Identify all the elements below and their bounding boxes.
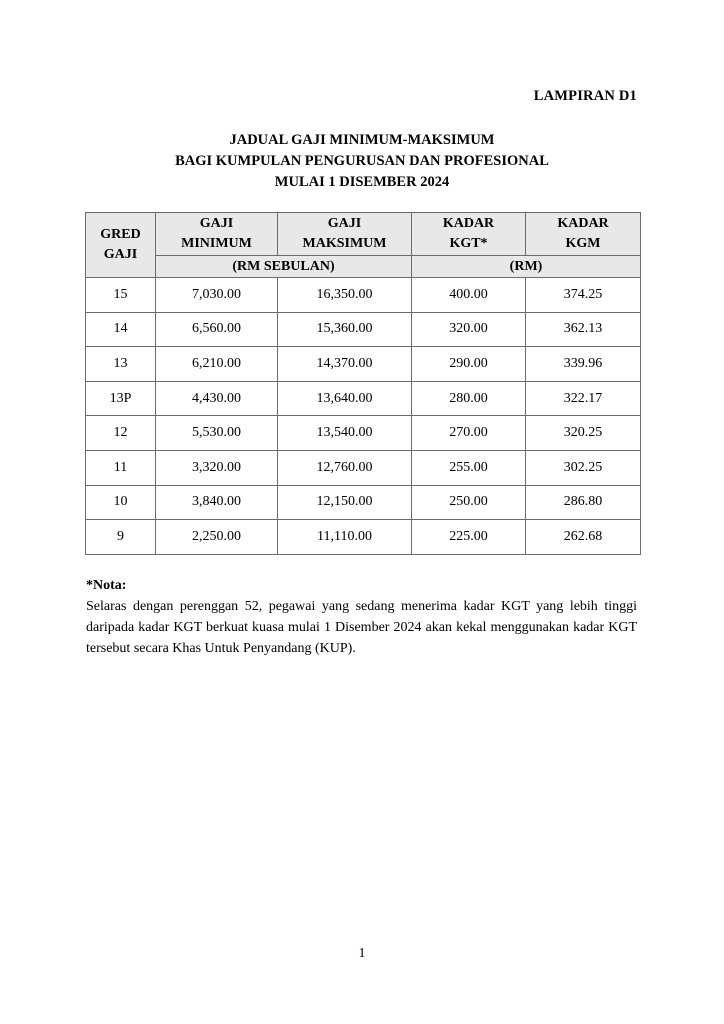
cell-kadar-kgt: 255.00 [412, 450, 526, 485]
cell-gred: 11 [86, 450, 156, 485]
nota-section [86, 575, 637, 659]
cell-gaji-minimum: 2,250.00 [156, 520, 278, 555]
header-kadar-kgt: KADAR KGT* [412, 213, 526, 256]
cell-kadar-kgm: 286.80 [526, 485, 641, 520]
cell-kadar-kgm: 322.17 [526, 381, 641, 416]
lampiran-label: LAMPIRAN D1 [533, 88, 637, 104]
cell-kadar-kgt: 280.00 [412, 381, 526, 416]
cell-gred: 15 [86, 278, 156, 313]
cell-kadar-kgt: 320.00 [412, 312, 526, 347]
salary-table [85, 212, 641, 555]
cell-gaji-maksimum: 13,640.00 [278, 381, 412, 416]
table-row [86, 278, 641, 313]
header-gaji-maksimum: GAJI MAKSIMUM [278, 213, 412, 256]
cell-kadar-kgm: 262.68 [526, 520, 641, 555]
cell-gred: 12 [86, 416, 156, 451]
cell-gaji-maksimum: 12,760.00 [278, 450, 412, 485]
header-gaji-minimum: GAJI MINIMUM [156, 213, 278, 256]
table-row [86, 381, 641, 416]
cell-gaji-maksimum: 16,350.00 [278, 278, 412, 313]
cell-kadar-kgm: 362.13 [526, 312, 641, 347]
cell-gred: 13 [86, 347, 156, 382]
table-row [86, 485, 641, 520]
table-row [86, 416, 641, 451]
salary-table-header [86, 213, 641, 278]
cell-kadar-kgt: 400.00 [412, 278, 526, 313]
title-line-1: JADUAL GAJI MINIMUM-MAKSIMUM [229, 132, 495, 148]
table-row [86, 520, 641, 555]
cell-gaji-maksimum: 15,360.00 [278, 312, 412, 347]
title-line-2: BAGI KUMPULAN PENGURUSAN DAN PROFESIONAL [175, 153, 549, 169]
cell-kadar-kgm: 320.25 [526, 416, 641, 451]
cell-gred: 14 [86, 312, 156, 347]
cell-gaji-minimum: 7,030.00 [156, 278, 278, 313]
table-row [86, 347, 641, 382]
cell-gaji-maksimum: 14,370.00 [278, 347, 412, 382]
cell-kadar-kgm: 302.25 [526, 450, 641, 485]
cell-gaji-minimum: 6,210.00 [156, 347, 278, 382]
salary-table-body [86, 278, 641, 555]
cell-kadar-kgt: 290.00 [412, 347, 526, 382]
header-unit-rm-sebulan: (RM SEBULAN) [156, 256, 412, 278]
cell-gred: 13P [86, 381, 156, 416]
cell-kadar-kgt: 225.00 [412, 520, 526, 555]
table-row [86, 450, 641, 485]
cell-gaji-minimum: 5,530.00 [156, 416, 278, 451]
cell-gred: 9 [86, 520, 156, 555]
header-gred-gaji: GRED GAJI [86, 213, 156, 278]
cell-gaji-maksimum: 12,150.00 [278, 485, 412, 520]
cell-kadar-kgt: 270.00 [412, 416, 526, 451]
cell-gaji-maksimum: 11,110.00 [278, 520, 412, 555]
title-line-3: MULAI 1 DISEMBER 2024 [274, 174, 450, 190]
header-unit-rm: (RM) [412, 256, 641, 278]
cell-kadar-kgt: 250.00 [412, 485, 526, 520]
header-kadar-kgm: KADAR KGM [526, 213, 641, 256]
cell-kadar-kgm: 339.96 [526, 347, 641, 382]
cell-gred: 10 [86, 485, 156, 520]
cell-gaji-minimum: 3,320.00 [156, 450, 278, 485]
cell-kadar-kgm: 374.25 [526, 278, 641, 313]
table-row [86, 312, 641, 347]
nota-label: *Nota: [86, 578, 127, 593]
page-number: 1 [358, 946, 366, 961]
nota-text: Selaras dengan perenggan 52, pegawai yang sedang menerima kadar KGT yang lebih tinggi daripada kadar KGT berkuat kuasa mulai 1 Disember 2024 akan kekal menggunakan kadar KGT tersebut secara Khas Untuk Penyandang (KUP). [86, 599, 637, 656]
cell-gaji-minimum: 4,430.00 [156, 381, 278, 416]
cell-gaji-maksimum: 13,540.00 [278, 416, 412, 451]
document-title [0, 130, 724, 193]
cell-gaji-minimum: 6,560.00 [156, 312, 278, 347]
cell-gaji-minimum: 3,840.00 [156, 485, 278, 520]
